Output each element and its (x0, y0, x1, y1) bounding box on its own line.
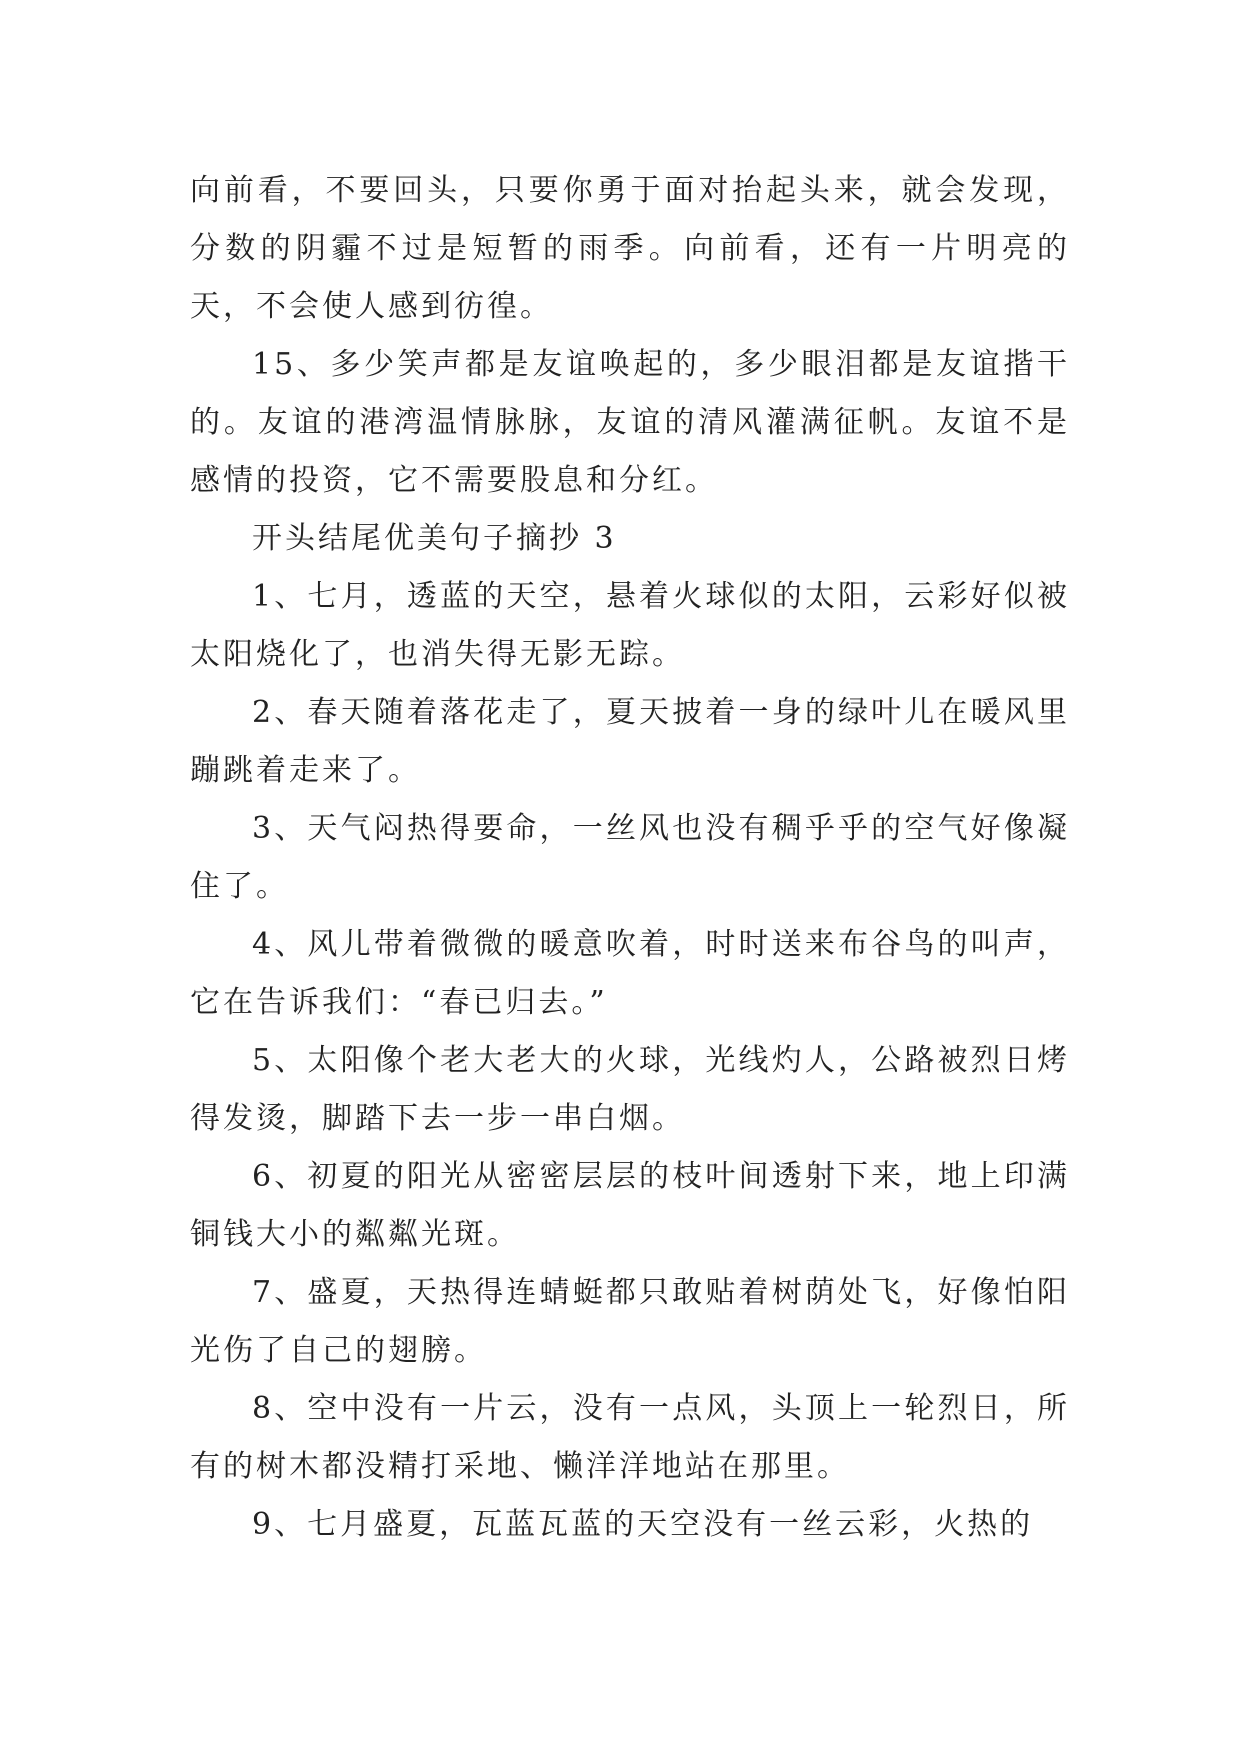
paragraph-item-15: 15、多少笑声都是友谊唤起的，多少眼泪都是友谊揩干的。友谊的港湾温情脉脉，友谊的清风灌满征帆。友谊不是感情的投资，它不需要股息和分红。 (190, 347, 1070, 498)
document-body (190, 162, 1070, 1554)
paragraph-item-7: 7、盛夏，天热得连蜻蜓都只敢贴着树荫处飞，好像怕阳光伤了自己的翅膀。 (190, 1275, 1070, 1368)
section-heading: 开头结尾优美句子摘抄 3 (252, 521, 617, 556)
paragraph-item-8: 8、空中没有一片云，没有一点风，头顶上一轮烈日，所有的树木都没精打采地、懒洋洋地站在那里。 (190, 1391, 1070, 1484)
paragraph-item-2: 2、春天随着落花走了，夏天披着一身的绿叶儿在暖风里蹦跳着走来了。 (190, 695, 1070, 788)
paragraph-item-1: 1、七月，透蓝的天空，悬着火球似的太阳，云彩好似被太阳烧化了，也消失得无影无踪。 (190, 579, 1070, 672)
paragraph-item-3: 3、天气闷热得要命，一丝风也没有稠乎乎的空气好像凝住了。 (190, 811, 1070, 904)
paragraph-continuation: 向前看，不要回头，只要你勇于面对抬起头来，就会发现，分数的阴霾不过是短暂的雨季。向前看，还有一片明亮的天，不会使人感到彷徨。 (190, 173, 1070, 324)
paragraph-item-6: 6、初夏的阳光从密密层层的枝叶间透射下来，地上印满铜钱大小的粼粼光斑。 (190, 1159, 1070, 1252)
paragraph-item-4: 4、风儿带着微微的暖意吹着，时时送来布谷鸟的叫声，它在告诉我们：“春已归去。” (190, 927, 1070, 1020)
paragraph-item-9: 9、七月盛夏，瓦蓝瓦蓝的天空没有一丝云彩，火热的 (252, 1507, 1034, 1542)
paragraph-item-5: 5、太阳像个老大老大的火球，光线灼人，公路被烈日烤得发烫，脚踏下去一步一串白烟。 (190, 1043, 1070, 1136)
